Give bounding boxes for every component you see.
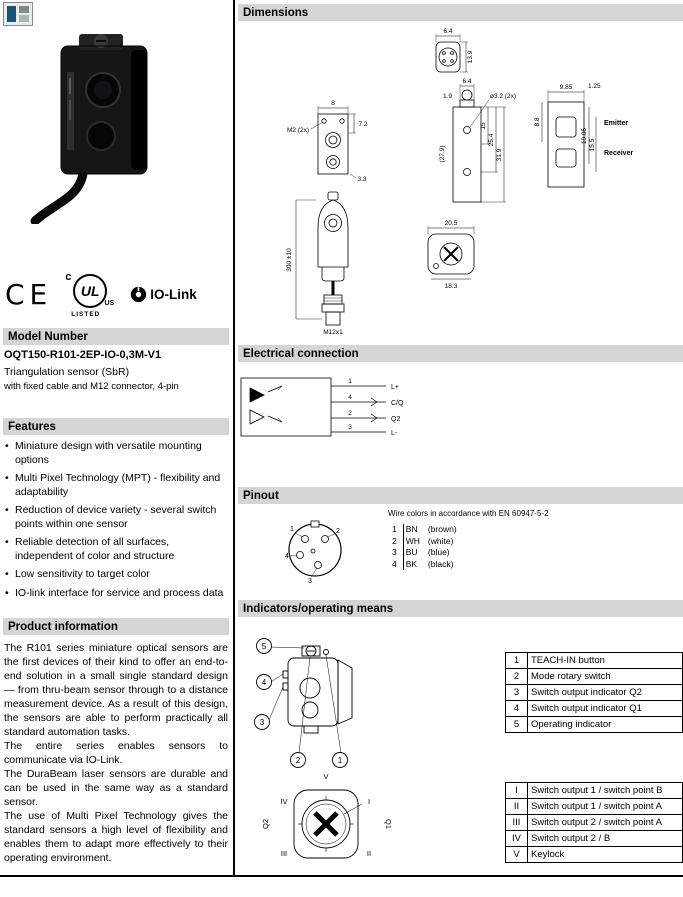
pin-number: 3 bbox=[390, 547, 403, 559]
connector-face bbox=[289, 521, 341, 577]
position-desc: Switch output 2 / B bbox=[528, 831, 683, 847]
table-row bbox=[506, 847, 683, 863]
column-divider bbox=[233, 0, 235, 876]
connector-pin: 4 bbox=[285, 553, 289, 560]
wire-label: L- bbox=[391, 430, 398, 437]
dim-label: 6.4 bbox=[462, 78, 472, 85]
io-link-logo bbox=[130, 286, 197, 303]
position-number: III bbox=[506, 815, 528, 831]
sensor-lens-lower bbox=[87, 122, 115, 150]
dim-label: 6.4 bbox=[443, 28, 453, 35]
ul-circle bbox=[73, 274, 107, 308]
receiver-label: Receiver bbox=[604, 150, 634, 157]
indicator-desc: Operating indicator bbox=[528, 717, 683, 733]
dimensions-header: Dimensions bbox=[238, 4, 683, 21]
wire-code: BU bbox=[405, 547, 418, 557]
dimension-labels bbox=[286, 28, 633, 336]
rotary-labels bbox=[261, 772, 393, 858]
rotary-pos-iv: IV bbox=[280, 797, 288, 806]
table-row bbox=[390, 547, 463, 559]
connector-pin: 2 bbox=[336, 528, 340, 535]
pinout-header: Pinout bbox=[238, 487, 683, 504]
sensor-figure bbox=[255, 639, 353, 768]
callout-numbers bbox=[260, 642, 343, 765]
position-number: I bbox=[506, 783, 528, 799]
table-row bbox=[506, 653, 683, 669]
dimension-figures bbox=[296, 34, 596, 325]
emitter-label: Emitter bbox=[604, 120, 629, 127]
dim-label: M12x1 bbox=[323, 329, 343, 336]
rotary-pos-ii: II bbox=[366, 849, 372, 858]
dim-label: 1.9 bbox=[442, 93, 452, 100]
electrical-connection-header: Electrical connection bbox=[238, 345, 683, 362]
rotary-positions-table bbox=[505, 782, 683, 863]
dim-label: 31.9 bbox=[496, 148, 503, 162]
callout-number: 3 bbox=[259, 718, 265, 727]
product-info-paragraph: The entire series enables sensors to communicate via IO-Link. bbox=[4, 740, 228, 766]
wire-pin: 4 bbox=[348, 394, 352, 401]
io-link-icon bbox=[130, 286, 147, 303]
table-row bbox=[506, 685, 683, 701]
dim-label: 15.5 bbox=[589, 138, 596, 152]
model-number: OQT150-R101-2EP-IO-0,3M-V1 bbox=[4, 349, 162, 361]
wire-color: (white) bbox=[427, 535, 454, 546]
indicator-number: 4 bbox=[506, 701, 528, 717]
position-number: IV bbox=[506, 831, 528, 847]
dimensions-drawing bbox=[238, 22, 683, 340]
certification-row bbox=[5, 268, 229, 320]
product-information-header: Product information bbox=[3, 618, 229, 635]
table-row bbox=[506, 717, 683, 733]
model-number-header: Model Number bbox=[3, 328, 229, 345]
callout-number: 1 bbox=[337, 756, 343, 765]
dim-label: 8.8 bbox=[534, 117, 541, 127]
callout-number: 2 bbox=[295, 756, 301, 765]
dim-label: 300 ±10 bbox=[286, 248, 293, 272]
connector-pin: 1 bbox=[290, 526, 294, 533]
electrical-connection-diagram bbox=[238, 366, 683, 466]
circuit-figure bbox=[241, 378, 386, 436]
feature-item: • Low sensitivity to target color bbox=[4, 568, 228, 582]
wire-colors-table bbox=[390, 524, 463, 570]
features-header: Features bbox=[3, 418, 229, 435]
position-desc: Switch output 1 / switch point A bbox=[528, 799, 683, 815]
indicator-desc: Mode rotary switch bbox=[528, 669, 683, 685]
product-info-paragraph: The R101 series miniature optical sensors are the first devices of their kind to offer an end-to-end solution in a small single standard design — from thru-beam sensor through to a distance measurement device. As a result of this design, the sensors are able to perform practically all standard automation tasks. bbox=[4, 642, 228, 738]
dim-label: 15 bbox=[480, 122, 487, 130]
features-list bbox=[4, 440, 228, 605]
wire-colors-note: Wire colors in accordance with EN 60947-5-2 bbox=[388, 509, 549, 518]
table-row bbox=[506, 669, 683, 685]
feature-item: • Reliable detection of all surfaces, independent of color and structure bbox=[4, 536, 228, 563]
dim-label: 8 bbox=[331, 100, 335, 107]
indicator-number: 5 bbox=[506, 717, 528, 733]
sensor-cable bbox=[35, 174, 83, 221]
company-logo bbox=[3, 2, 33, 26]
left-column bbox=[3, 0, 229, 897]
io-link-label: IO-Link bbox=[150, 286, 197, 302]
connector-pin: 3 bbox=[308, 578, 312, 585]
feature-item: • Multi Pixel Technology (MPT) - flexibility and adaptability bbox=[4, 472, 228, 499]
rotary-q2-label: Q2 bbox=[261, 818, 270, 830]
dim-label: 18.3 bbox=[444, 283, 458, 290]
dim-label: 3.3 bbox=[357, 176, 367, 183]
dim-label: 9.85 bbox=[559, 84, 573, 91]
indicator-number: 2 bbox=[506, 669, 528, 685]
wire-code: BK bbox=[405, 558, 418, 569]
position-desc: Keylock bbox=[528, 847, 683, 863]
product-information bbox=[4, 641, 228, 865]
pin-number: 4 bbox=[390, 559, 403, 571]
feature-item: • IO-link interface for service and process data bbox=[4, 587, 228, 601]
dim-label: 25.4 bbox=[488, 133, 495, 147]
wire-color: (blue) bbox=[427, 547, 450, 557]
feature-item: • Miniature design with versatile mounting options bbox=[4, 440, 228, 467]
dim-label: 7.2 bbox=[358, 121, 368, 128]
position-desc: Switch output 1 / switch point B bbox=[528, 783, 683, 799]
callout-number: 5 bbox=[261, 642, 267, 651]
rotary-pos-v: V bbox=[323, 772, 329, 781]
wire-label: L+ bbox=[391, 384, 399, 391]
rotary-pos-i: I bbox=[367, 797, 371, 806]
connector-face-drawing bbox=[280, 513, 350, 585]
rotary-q1-label: Q1 bbox=[384, 818, 393, 830]
dim-label: M2 (2x) bbox=[286, 127, 310, 134]
wire-color: (brown) bbox=[427, 524, 457, 534]
position-desc: Switch output 2 / switch point A bbox=[528, 815, 683, 831]
dim-label: 19.05 bbox=[581, 127, 588, 145]
indicators-header: Indicators/operating means bbox=[238, 600, 683, 617]
product-info-paragraph: The use of Multi Pixel Technology gives the standard sensors a high level of flexibility and enables them to adapt more effectively to their operating environment. bbox=[4, 810, 228, 864]
table-row bbox=[506, 815, 683, 831]
feature-item: • Reduction of device variety - several switch points within one sensor bbox=[4, 504, 228, 531]
ul-listed-label: LISTED bbox=[71, 311, 101, 318]
pin-number: 1 bbox=[390, 524, 403, 536]
wire-pin: 1 bbox=[348, 378, 352, 385]
indicator-number: 3 bbox=[506, 685, 528, 701]
table-row bbox=[506, 799, 683, 815]
table-row bbox=[390, 536, 463, 548]
dim-label: 13.9 bbox=[467, 50, 474, 64]
wire-label: Q2 bbox=[391, 416, 401, 423]
indicator-desc: Switch output indicator Q1 bbox=[528, 701, 683, 717]
model-note: with fixed cable and M12 connector, 4-pin bbox=[4, 381, 179, 392]
indicators-callout-drawing bbox=[246, 630, 396, 770]
ul-c-label: c bbox=[65, 271, 72, 283]
indicator-desc: TEACH-IN button bbox=[528, 653, 683, 669]
dim-label: 1.25 bbox=[588, 83, 601, 90]
indicators-table bbox=[505, 652, 683, 733]
wire-pin: 2 bbox=[348, 410, 352, 417]
model-type: Triangulation sensor (SbR) bbox=[4, 366, 130, 378]
wire-label: C/Q bbox=[391, 400, 404, 407]
callout-number: 4 bbox=[261, 678, 267, 687]
indicator-number: 1 bbox=[506, 653, 528, 669]
ul-label: UL bbox=[80, 283, 100, 299]
wire-code: BN bbox=[405, 524, 418, 534]
dim-label: 20.5 bbox=[444, 220, 458, 227]
pinout-section bbox=[238, 505, 683, 597]
table-row bbox=[390, 524, 463, 536]
table-row bbox=[390, 559, 463, 571]
wire-color: (black) bbox=[427, 558, 454, 569]
ul-listed-mark bbox=[65, 271, 115, 318]
table-row bbox=[506, 783, 683, 799]
ul-us-label: US bbox=[104, 300, 115, 307]
rotary-switch-drawing bbox=[246, 768, 396, 873]
position-number: V bbox=[506, 847, 528, 863]
right-column bbox=[238, 0, 683, 897]
ce-mark: CE bbox=[5, 277, 53, 311]
dim-label: (27.9) bbox=[439, 145, 446, 163]
table-row bbox=[506, 831, 683, 847]
indicator-desc: Switch output indicator Q2 bbox=[528, 685, 683, 701]
pin-number: 2 bbox=[390, 536, 403, 548]
rotary-pos-iii: III bbox=[280, 849, 288, 858]
product-photo bbox=[23, 24, 183, 224]
wire-code: WH bbox=[405, 535, 420, 546]
wire-pin: 3 bbox=[348, 424, 352, 431]
product-info-paragraph: The DuraBeam laser sensors are durable and can be used in the same way as a standard sensor. bbox=[4, 768, 228, 808]
position-number: II bbox=[506, 799, 528, 815]
dim-label: ø3.2 (2x) bbox=[490, 93, 517, 100]
table-row bbox=[506, 701, 683, 717]
rotary-figure bbox=[294, 790, 362, 858]
wire-labels bbox=[391, 384, 404, 437]
